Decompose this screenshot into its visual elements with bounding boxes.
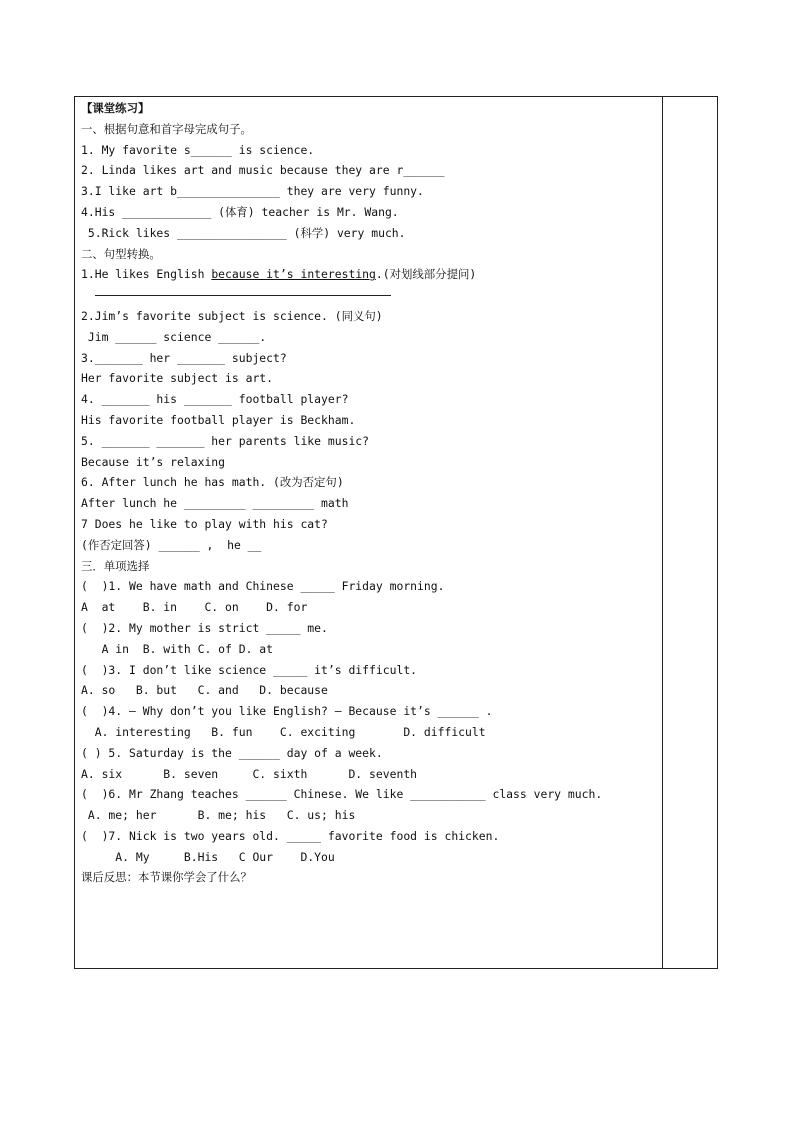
reflection-prompt: 课后反思：本节课你学会了什么？	[81, 870, 252, 885]
part2-heading: 二、句型转换。	[81, 246, 161, 261]
part2-question-2: 2.Jim’s favorite subject is science. (同义句)	[81, 308, 383, 323]
answer-line	[81, 285, 656, 306]
part1-question-2: 2. Linda likes art and music because they are r______	[81, 163, 445, 178]
part3-options-3: A. so B. but C. and D. because	[81, 683, 328, 698]
part3-question-1: ( )1. We have math and Chinese _____ Friday morning.	[81, 579, 445, 594]
part1-question-5: 5.Rick likes ________________ (科学) very much.	[81, 225, 406, 240]
column-divider	[662, 96, 663, 969]
part3-options-2: A in B. with C. of D. at	[81, 641, 274, 656]
part1-question-1: 1. My favorite s______ is science.	[81, 142, 315, 157]
part2-answer-4: His favorite football player is Beckham.	[81, 412, 356, 427]
part2-question-1	[81, 264, 656, 285]
part2-question-7: 7 Does he like to play with his cat?	[81, 516, 328, 531]
part3-options-5: A. six B. seven C. sixth D. seventh	[81, 766, 418, 781]
part1-heading: 一、根据句意和首字母完成句子。	[81, 121, 252, 136]
part2-answer-7: (作否定回答) ______ , he __	[81, 537, 262, 552]
part2-question-5: 5. _______ _______ her parents like music?	[81, 433, 370, 448]
part1-question-4: 4.His _____________ (体育) teacher is Mr. Wang.	[81, 204, 399, 219]
section-title: 【课堂练习】	[81, 101, 150, 115]
part2-answer-6: After lunch he _________ _________ math	[81, 496, 349, 511]
part3-question-5: ( ) 5. Saturday is the ______ day of a week.	[81, 745, 383, 760]
part3-heading: 三．单项选择	[81, 558, 150, 573]
worksheet-content	[81, 98, 656, 888]
q1-suffix: .(对划线部分提问)	[375, 267, 477, 282]
part1-question-3: 3.I like art b_______________ they are very funny.	[81, 184, 424, 199]
part3-question-6: ( )6. Mr Zhang teaches ______ Chinese. We like ___________ class very much.	[81, 787, 603, 802]
part2-question-4: 4. _______ his _______ football player?	[81, 392, 349, 407]
part3-options-1: A at B. in C. on D. for	[81, 600, 308, 615]
part3-question-3: ( )3. I don’t like science _____ it’s difficult.	[81, 662, 418, 677]
part3-question-2: ( )2. My mother is strict _____ me.	[81, 620, 328, 635]
part3-options-4: A. interesting B. fun C. exciting D. difficult	[81, 724, 486, 739]
q1-underlined-phrase: because it’s interesting	[211, 267, 376, 282]
q1-prefix: 1.He likes English	[81, 267, 212, 282]
part3-options-6: A. me; her B. me; his C. us; his	[81, 808, 356, 823]
part2-answer-5: Because it’s relaxing	[81, 454, 226, 469]
part2-question-3: 3._______ her _______ subject?	[81, 350, 287, 365]
part3-question-4: ( )4. — Why don’t you like English? — Because it’s ______ .	[81, 704, 493, 719]
part3-options-7: A. My B.His C Our D.You	[81, 849, 335, 864]
part3-question-7: ( )7. Nick is two years old. _____ favorite food is chicken.	[81, 828, 500, 843]
part2-question-6: 6. After lunch he has math. (改为否定句)	[81, 475, 344, 490]
part2-answer-3: Her favorite subject is art.	[81, 371, 274, 386]
part2-answer-2: Jim ______ science ______.	[81, 329, 267, 344]
